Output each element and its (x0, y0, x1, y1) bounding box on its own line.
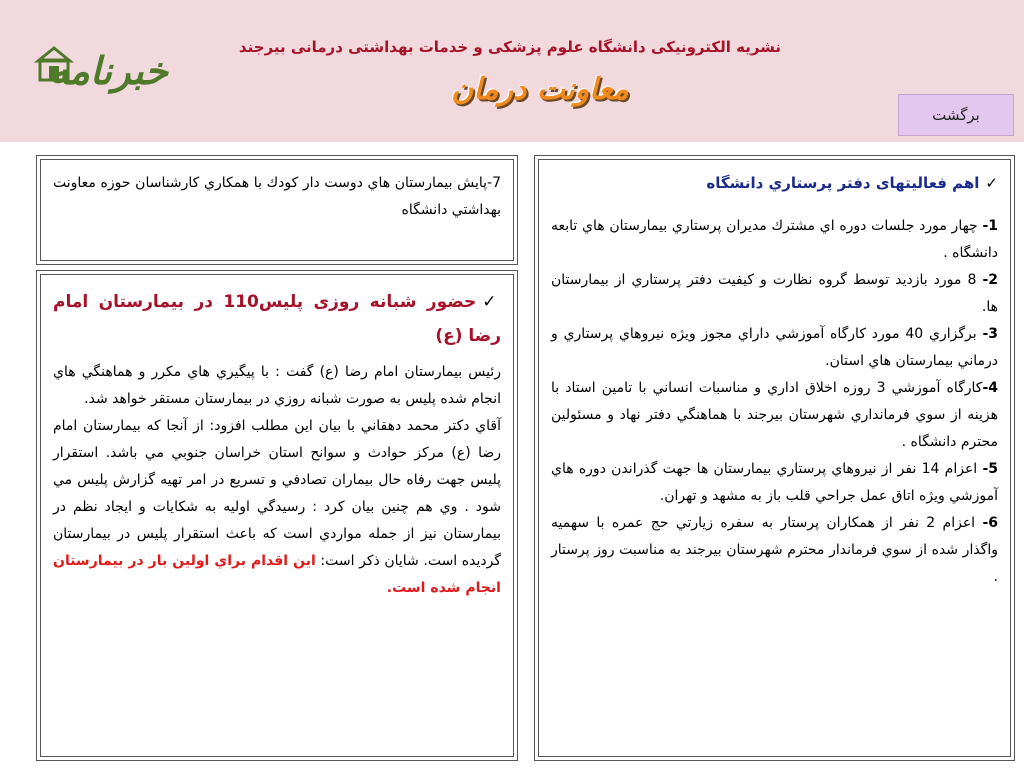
activity-item: 1- چهار مورد جلسات دوره اي مشترك مديران پرستاري بيمارستان هاي تابعه دانشگاه . (551, 218, 998, 261)
activity-item: 6- اعزام 2 نفر از همكاران پرستار به سفره زيارتي حج عمره با سهميه واگذار شده از سوي فرماندار محترم شهرستان بيرجند به مناسبت روز پرستار . (551, 515, 998, 585)
section-title: معاونت درمان (451, 72, 629, 107)
checkmark-icon: ✓ (482, 292, 501, 312)
heading-text: اهم فعاليتهای دفتر پرستاري دانشگاه (706, 174, 980, 192)
activity-item: 5- اعزام 14 نفر از نيروهاي پرستاري بيمارستان ها جهت گذراندن دوره هاي آموزشي ويژه اتاق عمل جراحي قلب باز به مشهد و تهران. (551, 461, 998, 504)
org-title: نشريه الكترونيكی دانشگاه علوم پزشكی و خدمات بهداشتی درمانی بيرجند (238, 38, 782, 56)
nursing-activities-panel (534, 155, 1015, 761)
activity-item: 3- برگزاري 40 مورد كارگاه آموزشي داراي مجوز ويژه نيروهاي پرستاري و درماني بيمارستان هاي استان. (551, 326, 998, 369)
nursing-activities-heading (551, 170, 998, 197)
police-news-heading (53, 285, 501, 353)
header-banner (0, 0, 1024, 142)
heading-text: حضور شبانه روزی پلیس110 در بيمارستان امام رضا (ع) (53, 292, 501, 346)
news-paragraph: آقاي دكتر محمد دهقاني با بيان اين مطلب افزود: از آنجا كه بيمارستان امام رضا (ع) مركز حوادث و سوانح استان خراسان جنوبي مي باشد. استقرار پليس جهت رفاه حال بيماران تصادفي و تسريع در امر تهيه گزارش پليس مي شود . وي هم چنين بيان كرد : رسيدگي اوليه به شكايات و ايجاد نظم در بيمارستان نيز از جمله مواردي است كه باعث استقرار پليس در بيمارستان گرديده است. شايان ذكر است: اين اقدام براي اولين بار در بيمارستان انجام شده است. (53, 418, 501, 596)
back-button[interactable]: برگشت (898, 94, 1014, 136)
checkmark-icon: ✓ (985, 174, 998, 192)
highlight-text: اين اقدام براي اولين بار در بيمارستان انجام شده است. (53, 553, 501, 596)
child-friendly-text: 7-پايش بيمارستان هاي دوست دار كودك با همكاري كارشناسان حوزه معاونت بهداشتي دانشگاه (53, 175, 501, 218)
news-paragraph: رئيس بيمارستان امام رضا (ع) گفت : با پيگيري هاي مكرر و هماهنگي هاي انجام شده پليس به صورت شبانه روزي در بيمارستان مستقر خواهد شد. (53, 364, 501, 407)
newsletter-logo (30, 30, 170, 120)
police-news-panel (36, 270, 518, 761)
child-friendly-panel (36, 155, 518, 265)
logo-text: خبرنامه (49, 48, 168, 93)
activity-item: 2- 8 مورد بازديد توسط گروه نظارت و كيفيت دفتر پرستاري از بيمارستان ها. (551, 272, 998, 315)
activity-item: 4-كارگاه آموزشي 3 روزه اخلاق اداري و مناسبات انساني با تامين استاد با هزينه از سوي فرمانداري شهرستان بيرجند با هماهنگي دفتر نهاد و مسئولين محترم دانشگاه . (551, 380, 998, 450)
